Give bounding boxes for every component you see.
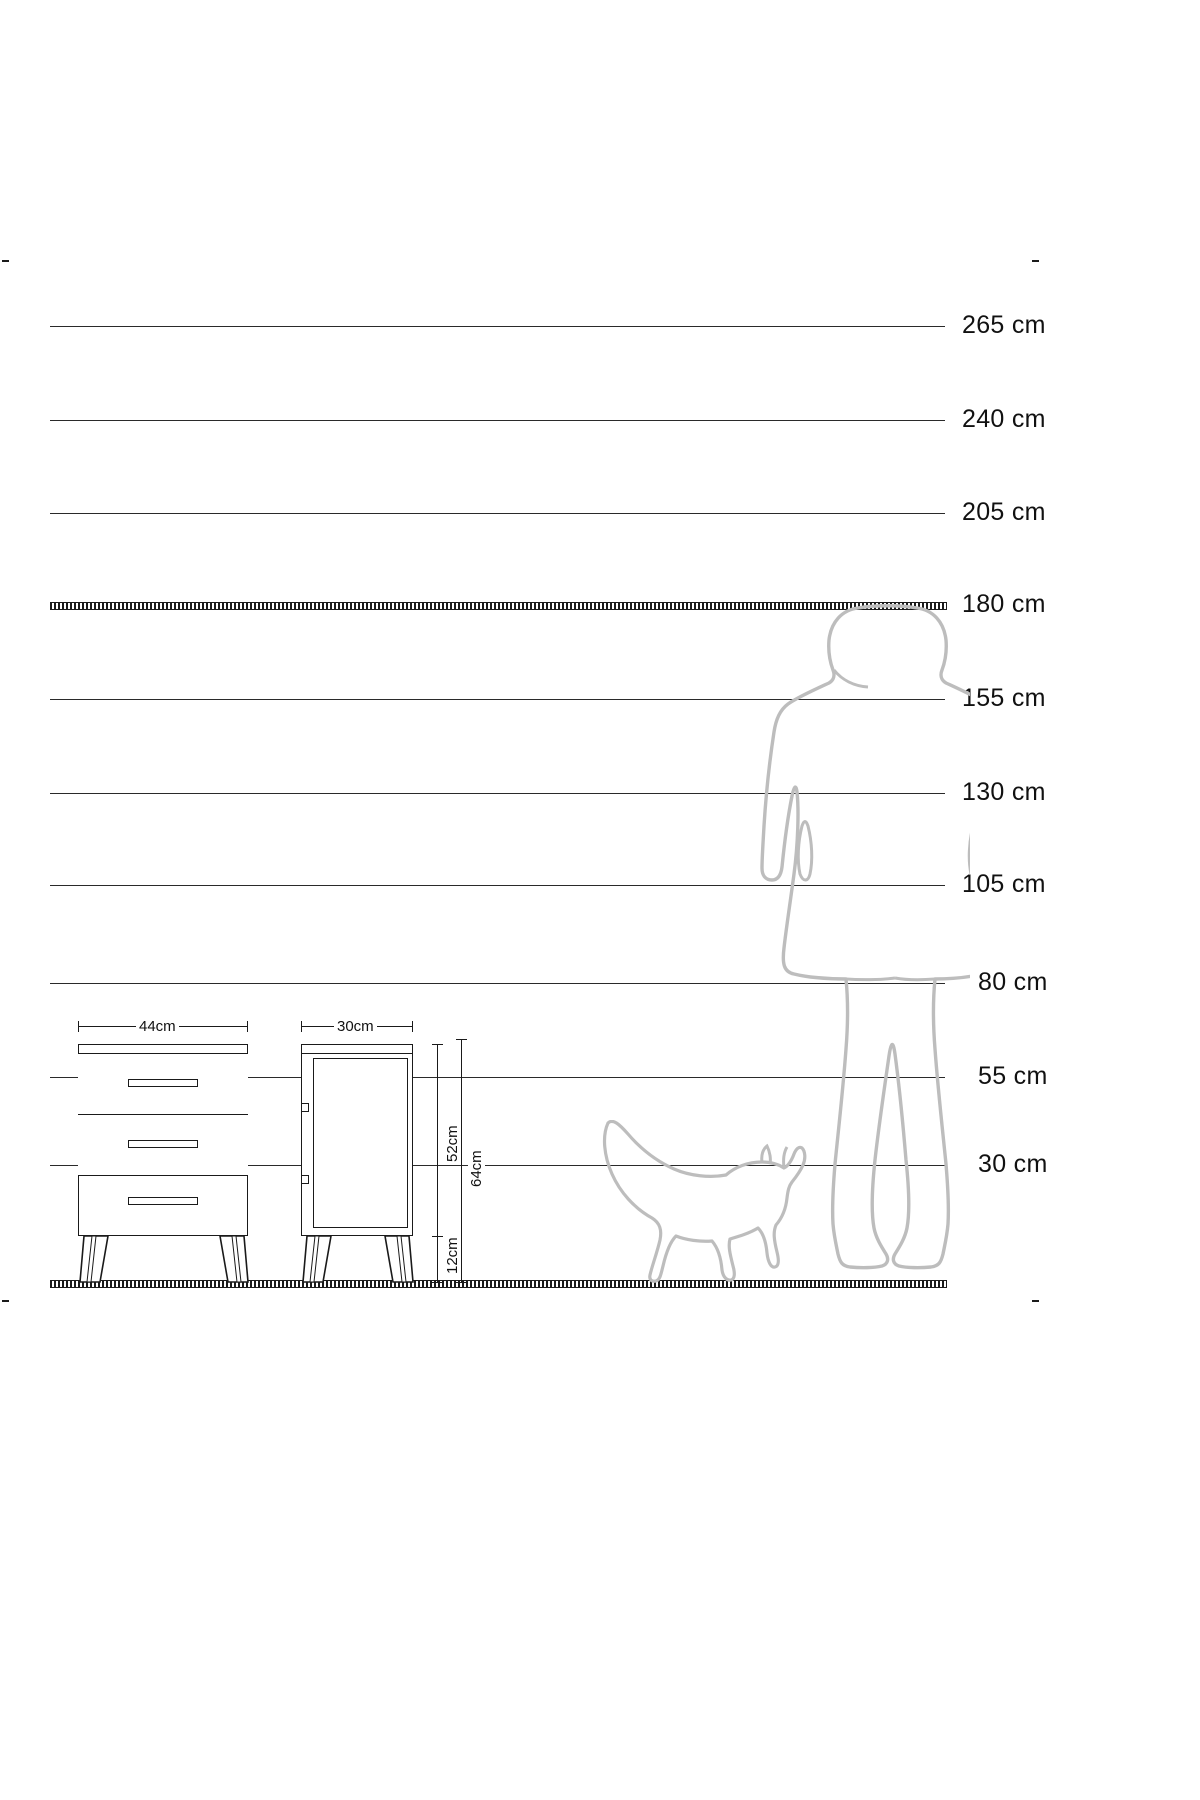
registration-tick-bottom-right [1032,1300,1039,1302]
cabinet-width-dim-cap-right [412,1021,413,1032]
cabinet-hinge-lower [301,1175,309,1184]
cabinet-legs [301,1236,415,1284]
scale-label-55: 55 cm [978,1062,1048,1090]
body-height-label: 52cm [444,1122,461,1165]
nightstand-handle-1 [128,1079,198,1087]
cabinet-top-panel [301,1044,413,1054]
body-height-dim-line [437,1044,438,1236]
total-height-label: 64cm [468,1147,485,1190]
total-height-dim-line [461,1039,462,1283]
scale-label-130: 130 cm [962,778,1046,806]
total-height-dim-cap-bottom [456,1282,467,1283]
scale-label-80: 80 cm [978,968,1048,996]
man-silhouette [750,604,970,1284]
scale-label-240: 240 cm [962,405,1046,433]
total-height-dim-cap-top [456,1039,467,1040]
scale-label-155: 155 cm [962,684,1046,712]
scale-label-180: 180 cm [962,590,1046,618]
body-height-dim-cap-top [432,1044,443,1045]
nightstand-legs [78,1236,250,1284]
leg-height-dim-line [437,1236,438,1283]
nightstand-handle-2 [128,1140,198,1148]
cabinet-width-dim-cap-left [301,1021,302,1032]
leg-height-dim-cap-bottom [432,1282,443,1283]
scale-label-205: 205 cm [962,498,1046,526]
nightstand-top-panel [78,1044,248,1054]
cabinet-width-label: 30cm [334,1018,377,1035]
scale-label-30: 30 cm [978,1150,1048,1178]
cabinet-hinge-upper [301,1103,309,1112]
nightstand-width-dim-cap-left [78,1021,79,1032]
nightstand-width-dim-cap-right [247,1021,248,1032]
nightstand-width-label: 44cm [136,1018,179,1035]
scale-label-105: 105 cm [962,870,1046,898]
cabinet-door-panel [313,1058,408,1228]
registration-tick-top-right [1032,260,1039,262]
scale-line-205 [50,513,945,514]
nightstand-handle-3 [128,1197,198,1205]
leg-height-label: 12cm [444,1234,461,1277]
registration-tick-top-left [2,260,9,262]
scale-line-265 [50,326,945,327]
registration-tick-bottom-left [2,1300,9,1302]
scale-line-240 [50,420,945,421]
scale-label-265: 265 cm [962,311,1046,339]
